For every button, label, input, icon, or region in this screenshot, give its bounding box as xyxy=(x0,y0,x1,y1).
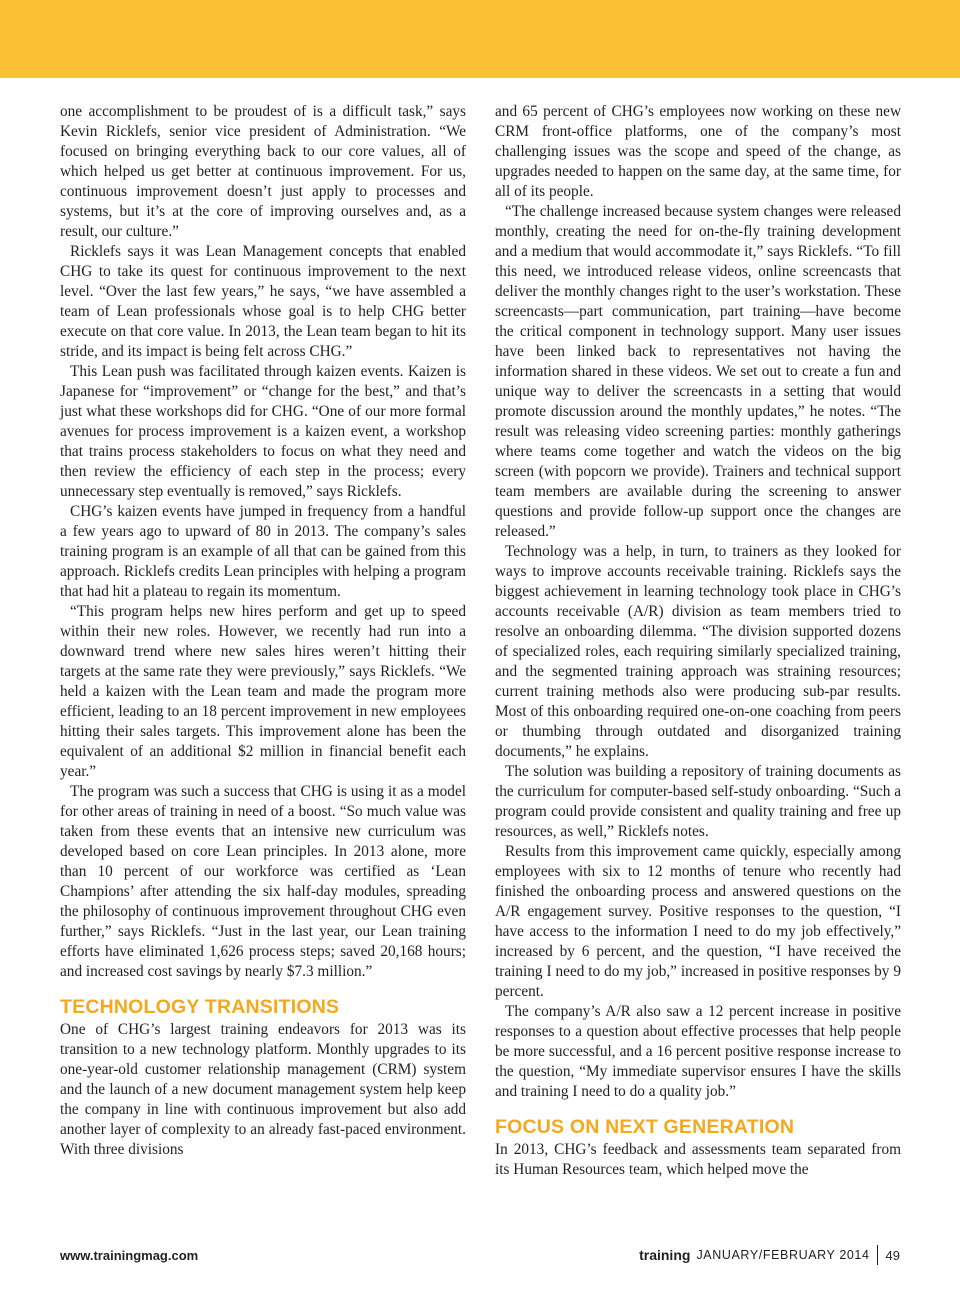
body-paragraph: In 2013, CHG’s feedback and assessments team separated from its Human Resources team, which helped move the xyxy=(495,1141,901,1178)
body-paragraph: The program was such a success that CHG is using it as a model for other areas of training in need of a boost. “So much value was taken from these events that an intensive new curriculum was developed based on core Lean principles. In 2013 alone, more than 10 percent of our workforce was certified as ‘Lean Champions’ after attending the six half-day modules, spreading the philosophy of continuous improvement throughout CHG even further,” says Ricklefs. “Just in the last year, our Lean training efforts have eliminated 1,626 process steps; saved 20,168 hours; and increased cost savings by nearly $7.3 million.” xyxy=(60,783,466,980)
page-number: 49 xyxy=(885,1247,900,1263)
body-paragraph: one accomplishment to be proudest of is a difficult task,” says Kevin Ricklefs, senior vice president of Administration. “We focused on bringing everything back to our core values, all of which helped us get better at continuous improvement. For us, continuous improvement doesn’t just apply to processes and systems, but it’s at the core of improving ourselves and, as a result, our culture.” xyxy=(60,103,466,240)
footer-url[interactable]: www.trainingmag.com xyxy=(60,1248,199,1263)
body-paragraph: Technology was a help, in turn, to trainers as they looked for ways to improve accounts receivable training. Ricklefs says the biggest achievement in learning technology took place in CHG’s accounts receivable (A/R) division as team members tried to resolve an onboarding dilemma. “The division supported dozens of specialized roles, each requiring similarly specialized training, and the segmented training approach was straining resources; current training methods also were producing sub-par results. Most of this onboarding required one-on-one coaching from peers or thumbing through outdated and disorganized training documents,” he explains. xyxy=(495,543,901,760)
issue-date: JANUARY/FEBRUARY 2014 xyxy=(696,1248,870,1262)
section-heading-technology-transitions: TECHNOLOGY TRANSITIONS xyxy=(60,996,340,1018)
left-column xyxy=(60,102,466,1160)
footer-folio xyxy=(639,1245,900,1265)
body-paragraph: and 65 percent of CHG’s employees now working on these new CRM front-office platforms, one of the company’s most challenging issues was the scope and speed of the change, as upgrades needed to happen on the same day, at the same time, for all of its people. xyxy=(495,103,901,200)
section-heading-focus-on-next-generation: FOCUS ON NEXT GENERATION xyxy=(495,1116,795,1138)
body-paragraph: “The challenge increased because system changes were released monthly, creating the need for on-the-fly training development and a medium that would accommodate it,” says Ricklefs. “To fill this need, we introduced release videos, online screencasts that deliver the monthly changes right to the user’s workstation. These screencasts—part communication, part training—have become the critical component in technology support. Many user issues have been linked back to representatives not having the information shared in these videos. We set out to create a fun and unique way to deliver the screencasts in a setting that would promote discussion around the monthly updates,” he notes. “The result was releasing video screening parties: monthly gatherings where teams come together and watch the videos on the big screen (with popcorn we provide). Trainers and technical support team members are available during the screening to answer questions and provide follow-up support once the changes are released.” xyxy=(495,203,901,540)
top-color-band xyxy=(0,0,960,78)
body-paragraph: Ricklefs says it was Lean Management concepts that enabled CHG to take its quest for continuous improvement to the next level. “Over the last few years,” he says, “we have assembled a team of Lean professionals whose goal is to help CHG better execute on that core value. In 2013, the Lean team began to hit its stride, and its impact is being felt across CHG.” xyxy=(60,243,466,360)
page-footer xyxy=(60,1245,900,1267)
body-paragraph: The solution was building a repository of training documents as the curriculum for computer-based self-study onboarding. “Such a program could provide consistent and quality training and free up resources, as well,” Ricklefs notes. xyxy=(495,763,901,840)
folio-divider xyxy=(877,1245,878,1265)
body-paragraph: One of CHG’s largest training endeavors for 2013 was its transition to a new technology platform. Monthly upgrades to its one-year-old customer relationship management (CRM) system and the launch of a new document management system help keep the company in line with continuous improvement but also add another layer of complexity to an already fast-paced environment. With three divisions xyxy=(60,1021,466,1158)
magazine-name: training xyxy=(639,1247,691,1263)
body-paragraph: This Lean push was facilitated through kaizen events. Kaizen is Japanese for “improvement” or “change for the best,” and that’s just what these workshops did for CHG. “One of our more formal avenues for process improvement is a kaizen event, a workshop that trains process stakeholders to focus on what they need and then review the efficiency of each step in the process; every unnecessary step eventually is removed,” says Ricklefs. xyxy=(60,363,466,500)
body-paragraph: CHG’s kaizen events have jumped in frequency from a handful a few years ago to upward of 80 in 2013. The company’s sales training program is an example of all that can be gained from this approach. Ricklefs credits Lean principles with helping a program that had hit a plateau to regain its momentum. xyxy=(60,503,466,600)
body-paragraph: The company’s A/R also saw a 12 percent increase in positive responses to a question about effective processes that help people be more successful, and a 16 percent positive response increase to the question, “My immediate supervisor ensures I have the skills and training I need to do a quality job.” xyxy=(495,1003,901,1100)
body-paragraph: Results from this improvement came quickly, especially among employees with six to 12 months of tenure who recently had finished the onboarding process and answered questions on the A/R engagement survey. Positive responses to the question, “I have access to the information I need to do my job effectively,” increased by 6 percent, and the question, “I have received the training I need to do my job,” increased in positive responses by 9 percent. xyxy=(495,843,901,1000)
right-column xyxy=(495,102,901,1180)
body-paragraph: “This program helps new hires perform and get up to speed within their new roles. However, we recently had run into a downward trend where new sales hires weren’t hitting their targets at the same rate they were previously,” says Ricklefs. “We held a kaizen with the Lean team and made the program more efficient, leading to an 18 percent improvement in new employees hitting their sales targets. This improvement alone has been the equivalent of an additional $2 million in financial benefit each year.” xyxy=(60,603,466,780)
